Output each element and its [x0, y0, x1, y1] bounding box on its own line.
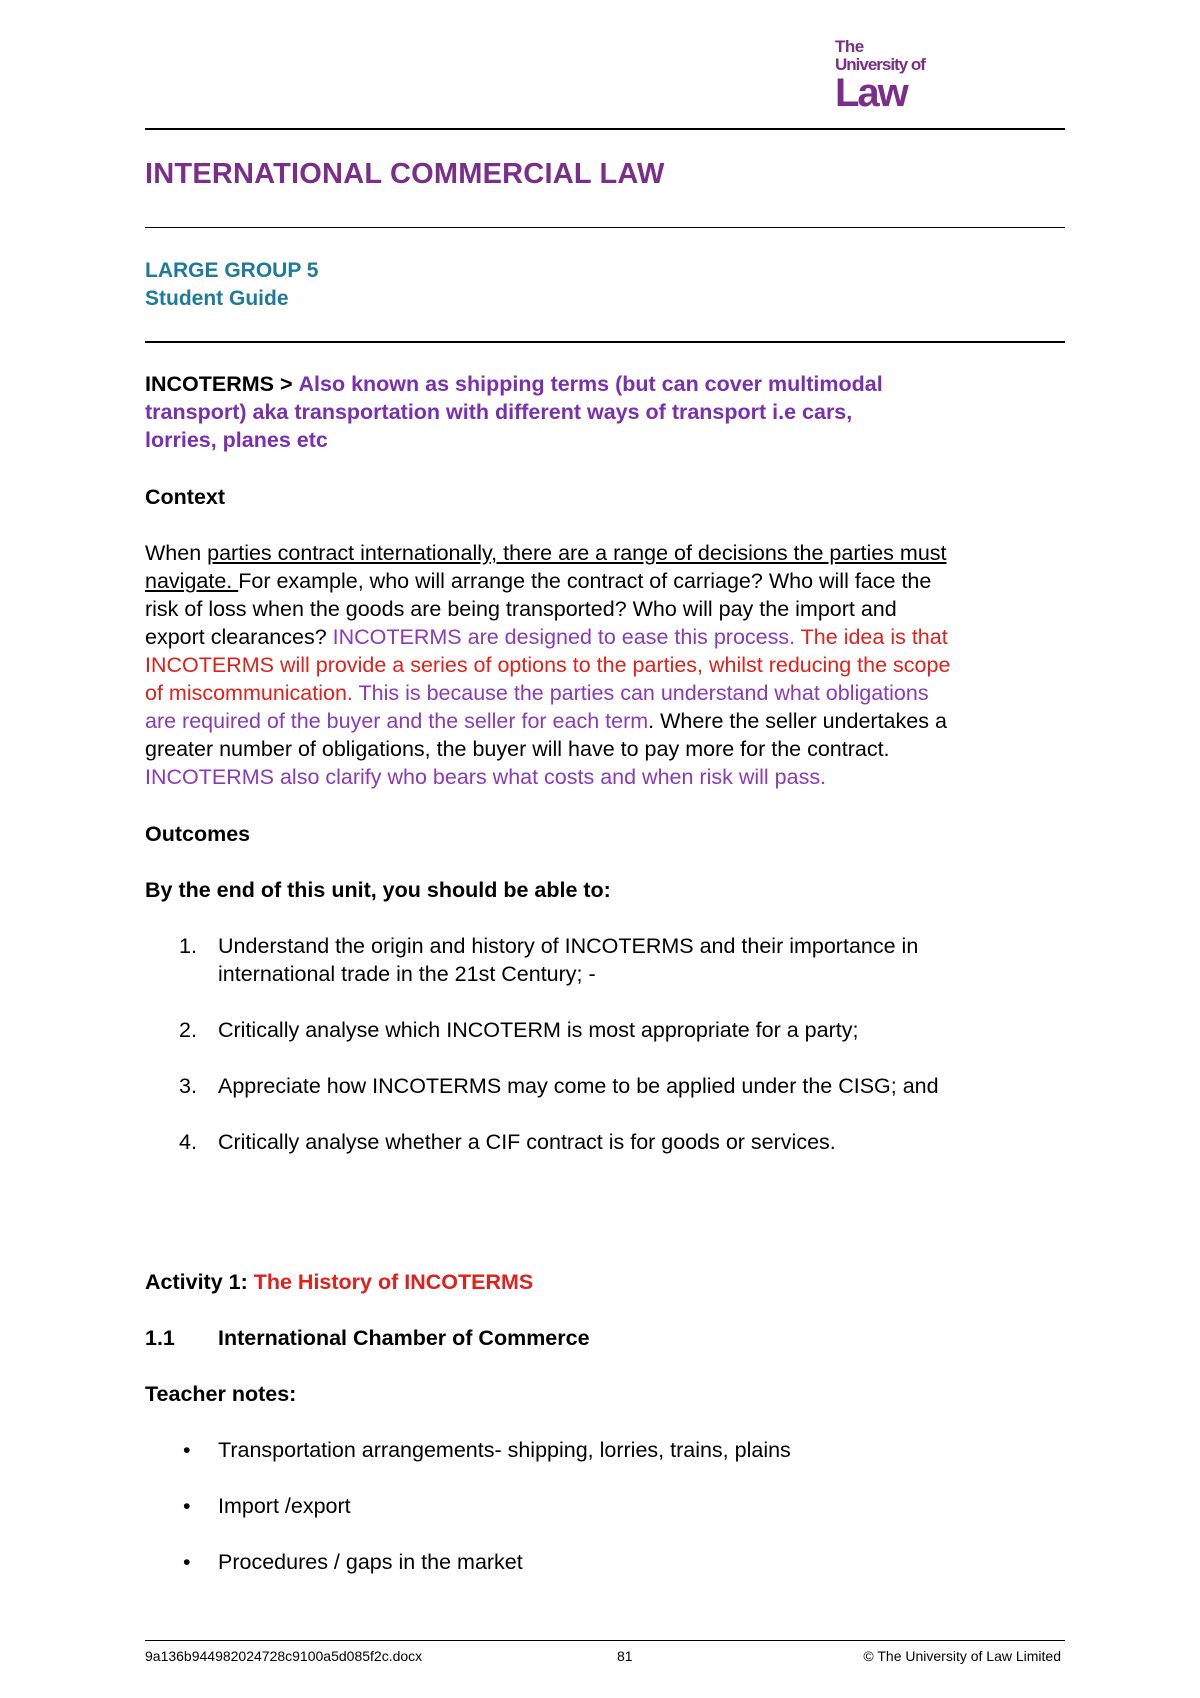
- context-text: export clearances?: [145, 625, 333, 649]
- incoterms-intro: [145, 370, 1065, 454]
- context-text: . Where the seller undertakes a: [648, 709, 947, 733]
- list-text-line: international trade in the 21st Century; -: [218, 962, 596, 986]
- context-red-text: of miscommunication.: [145, 681, 353, 705]
- title-rule: [145, 227, 1065, 228]
- incoterms-line-1: Also known as shipping terms (but can cover multimodal: [298, 372, 883, 396]
- list-number: 4.: [179, 1130, 197, 1154]
- outcomes-intro: By the end of this unit, you should be able to:: [145, 878, 611, 902]
- page-title: INTERNATIONAL COMMERCIAL LAW: [145, 158, 665, 190]
- list-text: Critically analyse whether a CIF contract is for goods or services.: [218, 1130, 836, 1154]
- context-underline: parties contract internationally, there are a range of decisions the parties must: [207, 541, 947, 565]
- activity-heading: [145, 1268, 1065, 1296]
- list-number: 3.: [179, 1074, 197, 1098]
- logo-line-university: University of: [835, 55, 925, 74]
- copyright-notice: © The University of Law Limited: [863, 1648, 1061, 1664]
- context-paragraph: [145, 539, 1065, 791]
- incoterms-label: INCOTERMS >: [145, 372, 293, 396]
- list-text: Transportation arrangements- shipping, lorries, trains, plains: [218, 1438, 791, 1462]
- bullet-icon: •: [183, 1438, 191, 1462]
- list-text: Procedures / gaps in the market: [218, 1550, 523, 1574]
- page-number: 81: [617, 1648, 633, 1664]
- list-text: Import /export: [218, 1494, 351, 1518]
- activity-label: Activity 1:: [145, 1270, 254, 1294]
- group-label: LARGE GROUP 5: [145, 259, 319, 282]
- footer-rule: [145, 1640, 1065, 1641]
- context-text: When: [145, 541, 208, 565]
- context-purple-text: This is because the parties can understand what obligations: [352, 681, 929, 705]
- context-red-text: INCOTERMS will provide a series of options to the parties, whilst reducing the scope: [145, 653, 951, 677]
- context-text: greater number of obligations, the buyer will have to pay more for the contract.: [145, 737, 890, 761]
- document-reference: 9a136b944982024728c9100a5d085f2c.docx: [145, 1648, 423, 1664]
- list-text-line: Understand the origin and history of INCOTERMS and their importance in: [218, 934, 919, 958]
- university-logo: [835, 38, 935, 113]
- logo-line-law: Law: [835, 71, 907, 115]
- context-text: risk of loss when the goods are being transported? Who will pay the import and: [145, 597, 897, 621]
- context-red-text: The idea is that: [795, 625, 948, 649]
- list-text: [218, 932, 1058, 988]
- activity-title: The History of INCOTERMS: [253, 1270, 534, 1294]
- bullet-icon: •: [183, 1494, 191, 1518]
- context-purple-text: INCOTERMS are designed to ease this process.: [332, 625, 796, 649]
- list-text: Appreciate how INCOTERMS may come to be applied under the CISG; and: [218, 1074, 939, 1098]
- context-underline: navigate.: [145, 569, 239, 593]
- context-purple-text: are required of the buyer and the seller for each term: [145, 709, 649, 733]
- section-title: International Chamber of Commerce: [218, 1326, 590, 1350]
- guide-rule: [145, 341, 1065, 343]
- section-number: 1.1: [145, 1326, 175, 1350]
- context-heading: Context: [145, 485, 226, 509]
- teacher-notes-heading: Teacher notes:: [145, 1382, 297, 1406]
- list-number: 2.: [179, 1018, 197, 1042]
- incoterms-line-2: transport) aka transportation with different ways of transport i.e cars,: [145, 400, 853, 424]
- context-text: For example, who will arrange the contract of carriage? Who will face the: [238, 569, 932, 593]
- incoterms-line-3: lorries, planes etc: [145, 428, 328, 452]
- outcomes-heading: Outcomes: [145, 822, 251, 846]
- list-text: Critically analyse which INCOTERM is most appropriate for a party;: [218, 1018, 859, 1042]
- bullet-icon: •: [183, 1550, 191, 1574]
- header-rule: [145, 128, 1065, 130]
- context-purple-text: INCOTERMS also clarify who bears what costs and when risk will pass.: [145, 765, 827, 789]
- logo-line-the: The: [835, 37, 864, 56]
- list-number: 1.: [179, 934, 197, 958]
- guide-label: Student Guide: [145, 287, 289, 310]
